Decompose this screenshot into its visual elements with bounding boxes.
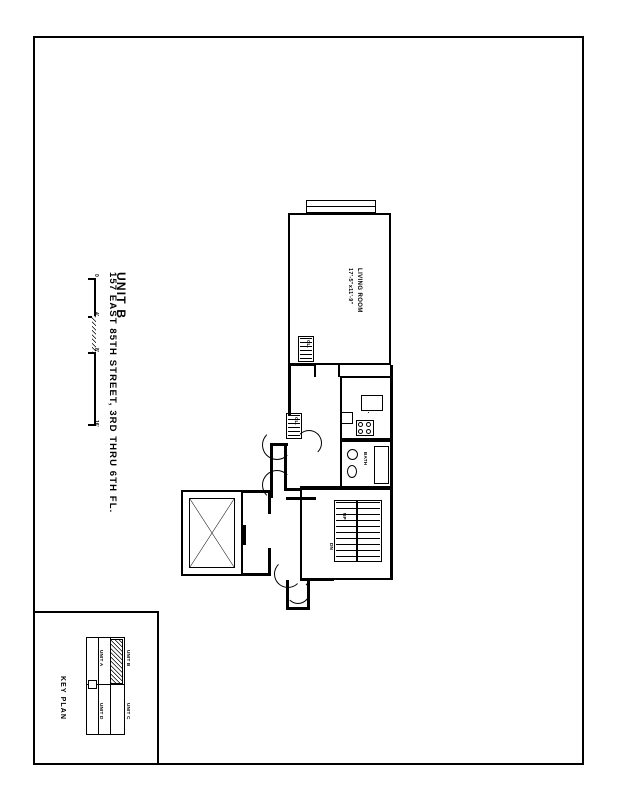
burner-3-icon — [358, 429, 363, 434]
stair-stringer — [356, 500, 358, 562]
scale-label-4: 4' — [93, 312, 99, 316]
wall-right-exterior — [390, 365, 393, 580]
wall-center-vertical — [288, 365, 291, 415]
kitchen-sink — [341, 412, 353, 424]
wall-left-wing-jamb — [243, 525, 246, 545]
key-plan-label-unit-d: UNIT D — [99, 703, 104, 720]
scale-label-0: 0 — [93, 274, 99, 277]
bathroom-label: BATH — [363, 452, 368, 466]
burner-2-icon — [366, 422, 371, 427]
wall-stair-top — [300, 486, 340, 489]
key-plan-title: KEY PLAN — [59, 676, 66, 721]
living-room-dimensions: 17'-5"x11'-9" — [347, 268, 353, 305]
living-room-label: LIVING ROOM — [356, 268, 362, 313]
key-plan-label-unit-a: UNIT A — [99, 650, 104, 667]
burner-1-icon — [358, 422, 363, 427]
closet-2-label: CL. — [294, 417, 299, 425]
toilet-icon — [347, 465, 357, 478]
wall-left-wing-inner-lower — [268, 548, 271, 576]
door-swing-arc-2 — [262, 470, 292, 500]
stair-down-label: DN — [329, 543, 334, 551]
wall-entry-lower-left — [286, 580, 289, 610]
door-swing-arc-1 — [262, 430, 292, 460]
sink-icon — [347, 449, 358, 460]
scale-bar-fill — [92, 316, 96, 352]
key-plan-unit-b-highlight — [110, 639, 123, 684]
stair-up-label: UP — [342, 513, 347, 520]
scale-label-8: 8' — [93, 348, 99, 352]
scale-label-16: 16' — [93, 420, 99, 427]
wall-left-wing-bottom — [243, 573, 271, 576]
page-title: UNIT B — [114, 272, 128, 320]
wall-entry-mid — [286, 497, 316, 500]
door-swing-arc-5 — [296, 430, 322, 456]
wall-hall-bottom — [300, 578, 334, 581]
key-plan-core — [88, 680, 97, 689]
key-plan-label-unit-c: UNIT C — [126, 703, 131, 720]
light-well-shaft — [189, 498, 235, 568]
living-room-window-glass — [306, 206, 376, 207]
wall-left-wing-inner-upper — [268, 490, 271, 514]
key-plan-label-unit-b: UNIT B — [126, 650, 131, 667]
wall-center-horizontal — [288, 363, 316, 366]
stair-treads — [336, 502, 380, 560]
wall-left-wing-top — [243, 490, 271, 493]
burner-4-icon — [366, 429, 371, 434]
key-plan-divider-v2 — [110, 637, 111, 735]
bathtub — [374, 446, 389, 484]
closet-1-label: CL. — [306, 340, 311, 348]
scale-tick-0 — [88, 278, 95, 280]
page-subtitle: 157 EAST 85TH STREET, 3RD THRU 6TH FL. — [107, 272, 118, 514]
wall-entry-lower-right — [307, 580, 310, 610]
refrigerator — [361, 395, 383, 411]
scale-tick-8 — [88, 352, 95, 354]
